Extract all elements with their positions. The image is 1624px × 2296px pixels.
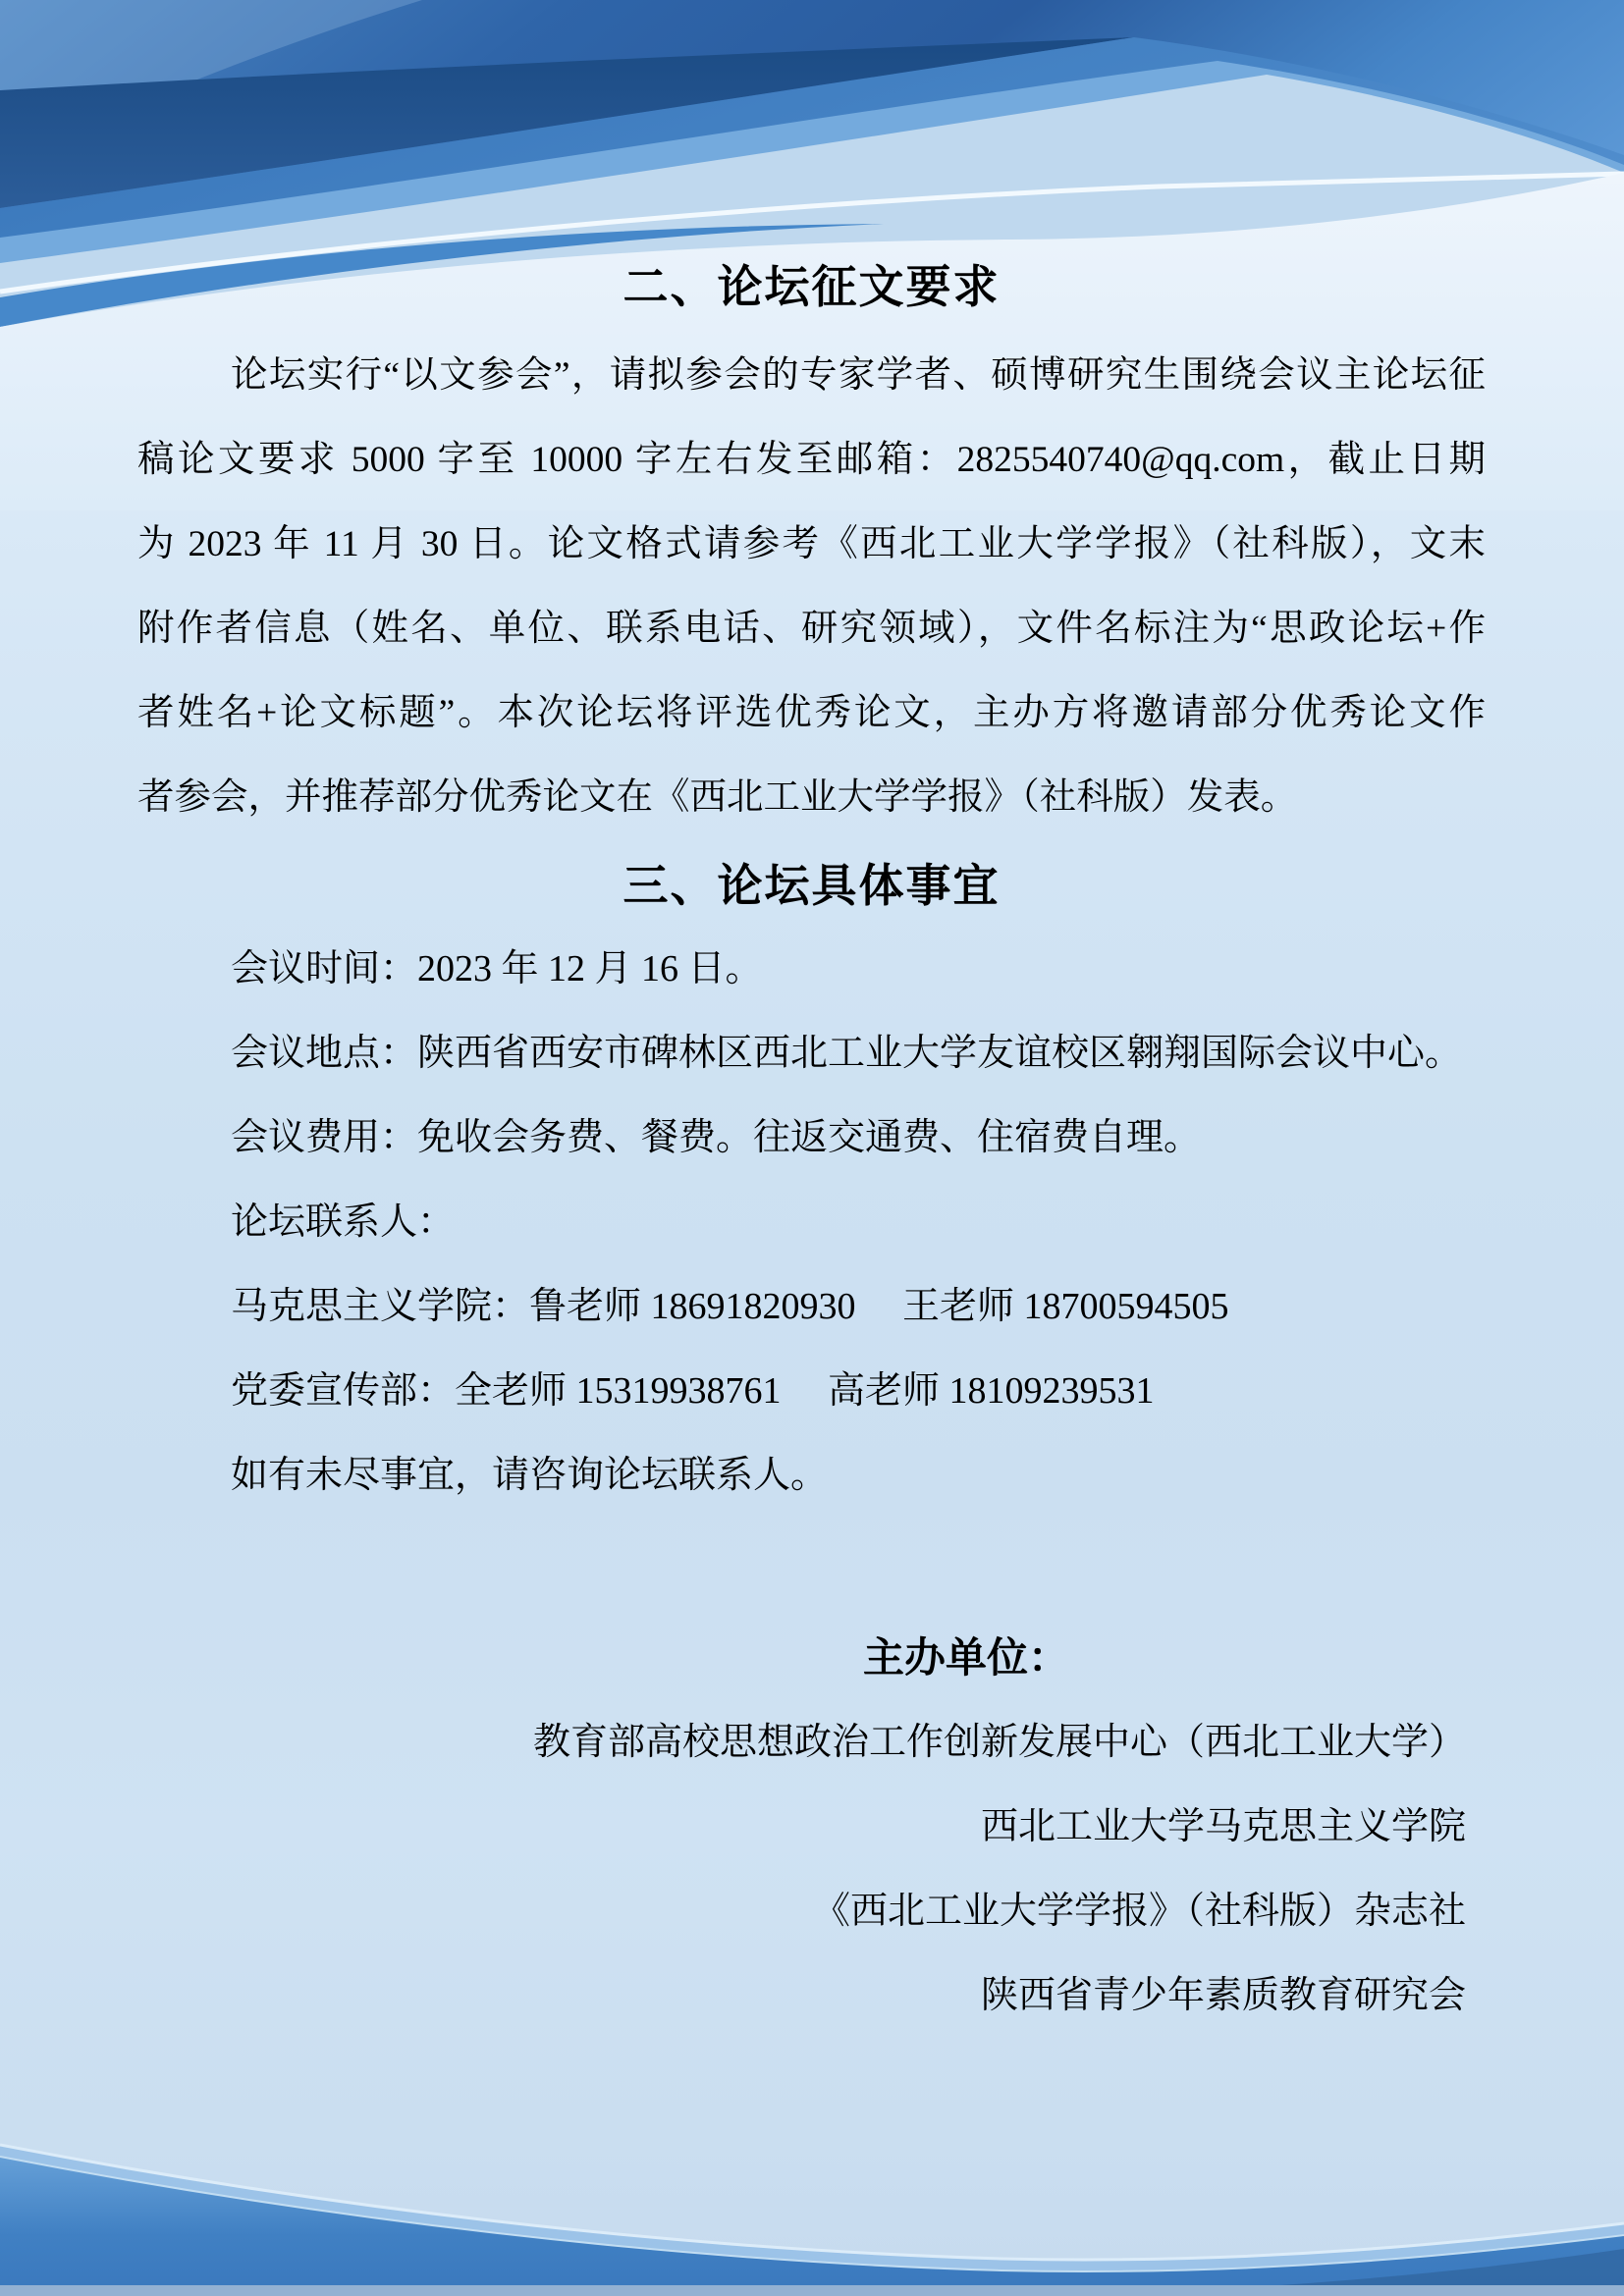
paragraph-line-1: 论坛实行“以文参会”，请拟参会的专家学者、硕博研究生围绕会议主论坛征 (231, 355, 1486, 396)
info-line-marx-college-contacts: 马克思主义学院：鲁老师 18691820930 王老师 18700594505 (231, 1286, 1229, 1327)
info-line-meeting-fee: 会议费用：免收会务费、餐费。往返交通费、住宿费自理。 (231, 1117, 1202, 1158)
info-line-contacts-label: 论坛联系人： (231, 1201, 456, 1243)
section2-heading: 二、论坛征文要求 (623, 261, 1001, 312)
document-content (0, 257, 1624, 2038)
forum-details-list (137, 927, 1486, 1518)
info-line-meeting-place: 会议地点：陕西省西安市碑林区西北工业大学友谊校区翱翔国际会议中心。 (231, 1033, 1463, 1074)
footer-decoration (0, 2002, 1624, 2296)
paragraph-line-6: 者参会，并推荐部分优秀论文在《西北工业大学学报》（社科版）发表。 (137, 777, 1298, 818)
info-line-misc-note: 如有未尽事宜，请咨询论坛联系人。 (231, 1455, 829, 1496)
section3-heading: 三、论坛具体事宜 (623, 860, 1001, 911)
call-for-papers-paragraph (137, 334, 1486, 840)
paragraph-line-2: 稿论文要求 5000 字至 10000 字左右发至邮箱：2825540740@qq.com，截止日期 (137, 440, 1486, 480)
organizers-list (137, 1700, 1486, 2038)
organizer-entry-3: 《西北工业大学学报》（社科版）杂志社 (812, 1891, 1466, 1932)
paragraph-line-5: 者姓名+论文标题”。本次论坛将评选优秀论文，主办方将邀请部分优秀论文作 (137, 693, 1486, 733)
organizer-entry-1: 教育部高校思想政治工作创新发展中心（西北工业大学） (532, 1722, 1466, 1763)
info-line-meeting-time: 会议时间：2023 年 12 月 16 日。 (231, 948, 763, 989)
paragraph-line-3: 为 2023 年 11 月 30 日。论文格式请参考《西北工业大学学报》（社科版），文末 (137, 524, 1486, 564)
organizer-entry-4: 陕西省青少年素质教育研究会 (980, 1975, 1466, 2016)
paragraph-line-4: 附作者信息（姓名、单位、联系电话、研究领域），文件名标注为“思政论坛+作 (137, 609, 1486, 649)
organizer-entry-2: 西北工业大学马克思主义学院 (980, 1806, 1466, 1847)
organizers-label: 主办单位： (862, 1634, 1069, 1681)
info-line-propaganda-dept-contacts: 党委宣传部：全老师 15319938761 高老师 18109239531 (231, 1370, 1155, 1412)
